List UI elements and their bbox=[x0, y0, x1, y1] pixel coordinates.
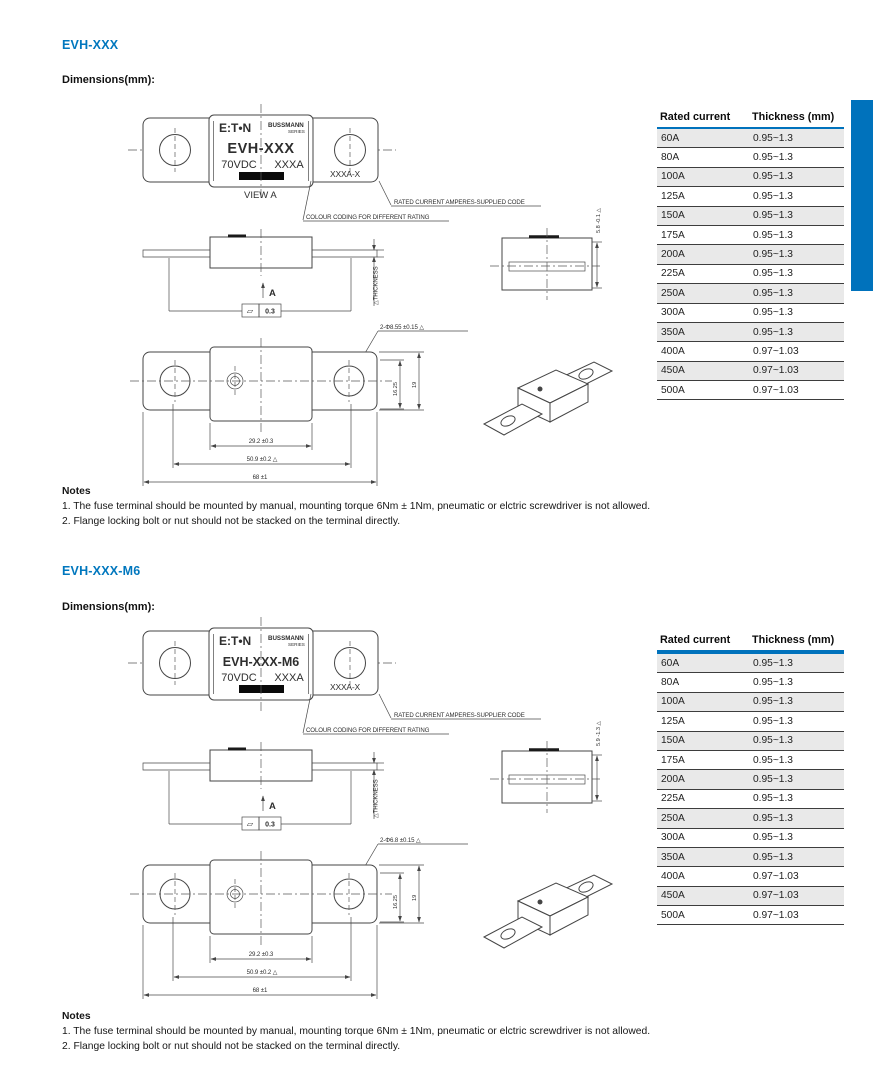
table-row bbox=[657, 712, 844, 731]
outer-height-dimension: 19 bbox=[412, 381, 418, 388]
rated-current-cell: 60A bbox=[661, 657, 680, 669]
series-text: SERIES bbox=[288, 129, 305, 134]
notes-section bbox=[62, 484, 722, 529]
fuse-current-text: XXXA bbox=[274, 672, 304, 684]
hole-callout: 2-Φ6.8 ±0.15 △ bbox=[380, 837, 421, 844]
thickness-cell: 0.97~1.03 bbox=[753, 870, 799, 882]
rated-current-cell: 300A bbox=[661, 832, 685, 844]
supplier-code-text: XXXA-X bbox=[330, 169, 360, 179]
fuse-top-view bbox=[128, 617, 541, 734]
table-row bbox=[657, 187, 844, 206]
table-row bbox=[657, 654, 844, 673]
thickness-cell: 0.97~1.03 bbox=[753, 365, 799, 377]
rated-current-cell: 450A bbox=[661, 890, 685, 902]
thickness-cell: 0.95~1.3 bbox=[753, 210, 793, 222]
section-arrow-label: A bbox=[269, 801, 276, 812]
colour-band bbox=[239, 172, 284, 180]
thickness-cell: 0.95~1.3 bbox=[753, 754, 793, 766]
table-row bbox=[657, 848, 844, 867]
col-header-rated-current: Rated current bbox=[660, 634, 731, 646]
table-rows bbox=[657, 654, 844, 925]
rated-current-cell: 60A bbox=[661, 132, 680, 144]
thickness-dimension-label: △THICKNESS bbox=[372, 779, 380, 818]
table-row bbox=[657, 381, 844, 400]
table-row bbox=[657, 673, 844, 692]
thickness-dimension-label: △THICKNESS bbox=[372, 266, 380, 305]
hole-callout: 2-Φ8.55 ±0.15 △ bbox=[380, 324, 424, 331]
rated-current-cell: 300A bbox=[661, 307, 685, 319]
page-edge-tab bbox=[851, 100, 873, 291]
table-row bbox=[657, 770, 844, 789]
thickness-table-evh-xxx bbox=[657, 109, 844, 400]
rated-current-callout: RATED CURRENT AMPERES-SUPPLIED CODE bbox=[394, 199, 525, 206]
table-row bbox=[657, 323, 844, 342]
section-heading-evh-xxx: EVH-XXX bbox=[62, 38, 119, 52]
thickness-cell: 0.95~1.3 bbox=[753, 851, 793, 863]
fuse-bottom-view bbox=[130, 837, 468, 999]
fuse-current-text: XXXA bbox=[274, 159, 304, 171]
body-width-dimension: 29.2 ±0.3 bbox=[248, 951, 274, 958]
fuse-voltage-text: 70VDC bbox=[221, 672, 257, 684]
table-row bbox=[657, 148, 844, 167]
colour-band bbox=[239, 685, 284, 693]
hole-distance-dimension: 50.9 ±0.2 △ bbox=[246, 969, 278, 976]
thickness-cell: 0.97~1.03 bbox=[753, 890, 799, 902]
table-row bbox=[657, 168, 844, 187]
body-width-dimension: 29.2 ±0.3 bbox=[248, 438, 274, 445]
thickness-cell: 0.95~1.3 bbox=[753, 793, 793, 805]
fuse-side-view bbox=[143, 229, 384, 317]
thickness-cell: 0.95~1.3 bbox=[753, 832, 793, 844]
fuse-isometric-view bbox=[484, 362, 612, 435]
rated-current-cell: 450A bbox=[661, 365, 685, 377]
rated-current-cell: 350A bbox=[661, 851, 685, 863]
table-row bbox=[657, 342, 844, 361]
thickness-cell: 0.95~1.3 bbox=[753, 696, 793, 708]
rated-current-cell: 175A bbox=[661, 754, 685, 766]
rated-current-cell: 125A bbox=[661, 715, 685, 727]
end-height-dimension: 5.9 -1.3 △ bbox=[596, 721, 602, 746]
table-header bbox=[657, 632, 844, 650]
rated-current-cell: 200A bbox=[661, 774, 685, 786]
table-row bbox=[657, 284, 844, 303]
rated-current-cell: 500A bbox=[661, 384, 685, 396]
section-heading-evh-xxx-m6: EVH-XXX-M6 bbox=[62, 564, 141, 578]
rated-current-callout: RATED CURRENT AMPERES-SUPPLIER CODE bbox=[394, 712, 525, 719]
col-header-thickness: Thickness (mm) bbox=[752, 634, 835, 646]
thickness-cell: 0.97~1.03 bbox=[753, 384, 799, 396]
note-item: 2. Flange locking bolt or nut should not be stacked on the terminal directly. bbox=[62, 516, 401, 527]
table-row bbox=[657, 751, 844, 770]
table-header bbox=[657, 109, 844, 127]
rated-current-cell: 175A bbox=[661, 229, 685, 241]
rated-current-cell: 500A bbox=[661, 909, 685, 921]
table-row bbox=[657, 887, 844, 906]
thickness-cell: 0.95~1.3 bbox=[753, 152, 793, 164]
fuse-end-view bbox=[490, 207, 602, 300]
rated-current-cell: 350A bbox=[661, 326, 685, 338]
fuse-side-view bbox=[143, 742, 384, 830]
section-arrow-label: A bbox=[269, 288, 276, 299]
fuse-model-text: EVH-XXX bbox=[227, 141, 295, 157]
table-row bbox=[657, 809, 844, 828]
table-rows bbox=[657, 129, 844, 400]
table-row bbox=[657, 129, 844, 148]
table-row bbox=[657, 226, 844, 245]
dimensions-label: Dimensions(mm): bbox=[62, 601, 155, 613]
thickness-cell: 0.95~1.3 bbox=[753, 307, 793, 319]
rated-current-cell: 225A bbox=[661, 268, 685, 280]
thickness-cell: 0.95~1.3 bbox=[753, 715, 793, 727]
table-row bbox=[657, 906, 844, 925]
dimensions-label: Dimensions(mm): bbox=[62, 74, 155, 86]
rated-current-cell: 250A bbox=[661, 287, 685, 299]
thickness-cell: 0.95~1.3 bbox=[753, 249, 793, 261]
flatness-symbol: ▱ bbox=[246, 819, 254, 829]
total-length-dimension: 68 ±1 bbox=[252, 474, 268, 481]
colour-coding-callout: COLOUR CODING FOR DIFFERENT RATING bbox=[306, 214, 430, 221]
thickness-cell: 0.95~1.3 bbox=[753, 132, 793, 144]
table-row bbox=[657, 829, 844, 848]
thickness-table-evh-xxx-m6 bbox=[657, 632, 844, 925]
rated-current-cell: 100A bbox=[661, 696, 685, 708]
rated-current-cell: 80A bbox=[661, 677, 680, 689]
supplier-code-text: XXXA-X bbox=[330, 682, 360, 692]
thickness-cell: 0.95~1.3 bbox=[753, 774, 793, 786]
notes-title: Notes bbox=[62, 1011, 91, 1022]
rated-current-cell: 150A bbox=[661, 735, 685, 747]
table-row bbox=[657, 732, 844, 751]
fuse-model-text: EVH-XXX-M6 bbox=[222, 655, 300, 669]
technical-drawing-evh-xxx bbox=[115, 95, 660, 490]
table-row bbox=[657, 265, 844, 284]
table-row bbox=[657, 304, 844, 323]
notes-section bbox=[62, 1009, 722, 1054]
note-item: 2. Flange locking bolt or nut should not be stacked on the terminal directly. bbox=[62, 1041, 401, 1052]
outer-height-dimension: 19 bbox=[412, 894, 418, 901]
inner-height-dimension: 16.25 bbox=[393, 895, 399, 909]
note-item: 1. The fuse terminal should be mounted by manual, mounting torque 6Nm ± 1Nm, pneumatic or elctric screwdriver is not allowed. bbox=[62, 501, 651, 512]
bussmann-text: BUSSMANN bbox=[268, 122, 304, 129]
flatness-symbol: ▱ bbox=[246, 306, 254, 316]
inner-height-dimension: 16.25 bbox=[393, 382, 399, 396]
bussmann-text: BUSSMANN bbox=[268, 635, 304, 642]
colour-coding-callout: COLOUR CODING FOR DIFFERENT RATING bbox=[306, 727, 430, 734]
table-row bbox=[657, 245, 844, 264]
fuse-top-view bbox=[128, 104, 541, 221]
rated-current-cell: 200A bbox=[661, 249, 685, 261]
table-row bbox=[657, 790, 844, 809]
series-text: SERIES bbox=[288, 642, 305, 647]
thickness-cell: 0.95~1.3 bbox=[753, 735, 793, 747]
thickness-cell: 0.95~1.3 bbox=[753, 229, 793, 241]
note-item: 1. The fuse terminal should be mounted by manual, mounting torque 6Nm ± 1Nm, pneumatic or elctric screwdriver is not allowed. bbox=[62, 1026, 651, 1037]
rated-current-cell: 100A bbox=[661, 171, 685, 183]
rated-current-cell: 400A bbox=[661, 870, 685, 882]
thickness-cell: 0.95~1.3 bbox=[753, 812, 793, 824]
fuse-voltage-text: 70VDC bbox=[221, 159, 257, 171]
thickness-cell: 0.95~1.3 bbox=[753, 190, 793, 202]
fuse-isometric-view bbox=[484, 875, 612, 948]
total-length-dimension: 68 ±1 bbox=[252, 987, 268, 994]
col-header-rated-current: Rated current bbox=[660, 111, 731, 123]
eaton-logo-text: E:T•N bbox=[219, 121, 252, 135]
technical-drawing-evh-xxx-m6 bbox=[115, 608, 660, 1003]
end-height-dimension: 5.8 -0.1 △ bbox=[596, 208, 602, 233]
view-a-label: VIEW A bbox=[244, 190, 277, 201]
flatness-value: 0.3 bbox=[265, 308, 275, 316]
notes-title: Notes bbox=[62, 486, 91, 497]
rated-current-cell: 125A bbox=[661, 190, 685, 202]
thickness-cell: 0.95~1.3 bbox=[753, 268, 793, 280]
rated-current-cell: 80A bbox=[661, 152, 680, 164]
thickness-cell: 0.95~1.3 bbox=[753, 287, 793, 299]
table-row bbox=[657, 693, 844, 712]
col-header-thickness: Thickness (mm) bbox=[752, 111, 835, 123]
rated-current-cell: 225A bbox=[661, 793, 685, 805]
rated-current-cell: 150A bbox=[661, 210, 685, 222]
thickness-cell: 0.95~1.3 bbox=[753, 657, 793, 669]
eaton-logo-text: E:T•N bbox=[219, 634, 252, 648]
table-row bbox=[657, 207, 844, 226]
hole-distance-dimension: 50.9 ±0.2 △ bbox=[246, 456, 278, 463]
rated-current-cell: 400A bbox=[661, 345, 685, 357]
table-row bbox=[657, 867, 844, 886]
flatness-value: 0.3 bbox=[265, 821, 275, 829]
table-row bbox=[657, 362, 844, 381]
rated-current-cell: 250A bbox=[661, 812, 685, 824]
fuse-bottom-view bbox=[130, 324, 468, 486]
thickness-cell: 0.97~1.03 bbox=[753, 345, 799, 357]
thickness-cell: 0.97~1.03 bbox=[753, 909, 799, 921]
thickness-cell: 0.95~1.3 bbox=[753, 677, 793, 689]
thickness-cell: 0.95~1.3 bbox=[753, 326, 793, 338]
fuse-end-view bbox=[490, 720, 602, 813]
thickness-cell: 0.95~1.3 bbox=[753, 171, 793, 183]
